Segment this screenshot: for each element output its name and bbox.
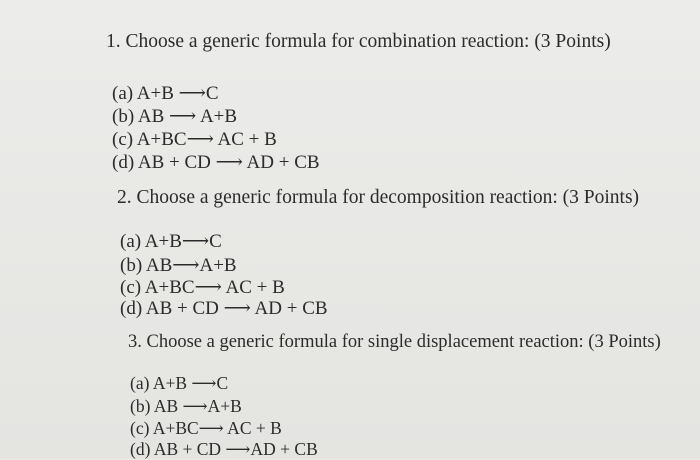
option-d: (d) AB + CD ⟶ AD + CB (120, 298, 328, 319)
option-a: (a) A+B ⟶C (130, 373, 229, 393)
option-b: (b) AB ⟶ A+B (112, 106, 238, 127)
option-d: (d) AB + CD ⟶AD + CB (130, 439, 318, 459)
option-b: (b) AB⟶A+B (120, 255, 237, 276)
option-a: (a) A+B⟶C (120, 231, 222, 252)
option-b: (b) AB ⟶A+B (130, 396, 242, 416)
option-a: (a) A+B ⟶C (112, 83, 219, 104)
question-title: 3. Choose a generic formula for single displacement reaction: (3 Points) (128, 332, 661, 352)
option-c: (c) A+BC⟶ AC + B (112, 129, 277, 150)
option-c: (c) A+BC⟶ AC + B (130, 418, 282, 438)
question-title: 1. Choose a generic formula for combination reaction: (3 Points) (106, 31, 611, 52)
option-c: (c) A+BC⟶ AC + B (120, 277, 285, 298)
option-d: (d) AB + CD ⟶ AD + CB (112, 152, 320, 173)
question-title: 2. Choose a generic formula for decomposition reaction: (3 Points) (117, 187, 640, 208)
